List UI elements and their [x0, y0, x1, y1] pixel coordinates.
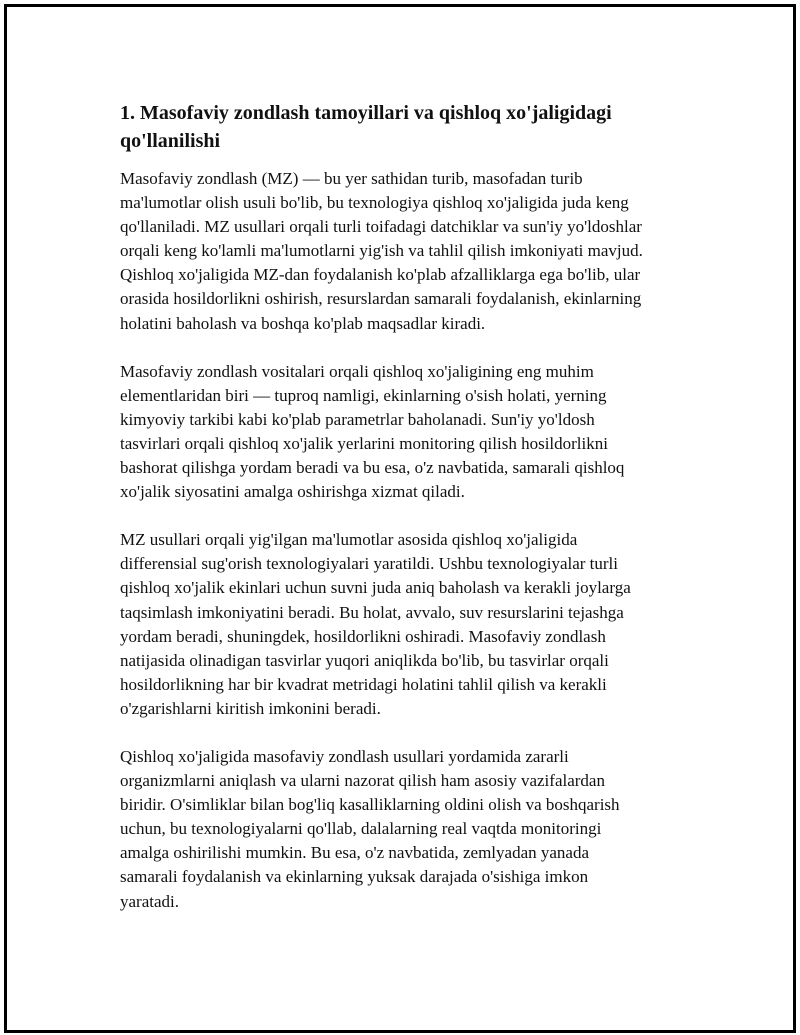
- text-line: orqali keng ko'lamli ma'lumotlarni yig'ish va tahlil qilish imkoniyati mavjud.: [120, 241, 643, 261]
- text-line: Masofaviy zondlash vositalari orqali qishloq xo'jaligining eng muhim: [120, 361, 594, 381]
- text-line: qo'llaniladi. MZ usullari orqali turli toifadagi datchiklar va sun'iy yo'ldoshlar: [120, 217, 642, 237]
- paragraph-2: [120, 360, 690, 505]
- section-heading: [120, 99, 690, 155]
- text-line: Qishloq xo'jaligida masofaviy zondlash usullari yordamida zararli: [120, 746, 569, 766]
- text-line: differensial sug'orish texnologiyalari yaratildi. Ushbu texnologiyalar turli: [120, 554, 618, 574]
- heading-line: 1. Masofaviy zondlash tamoyillari va qishloq xo'jaligidagi: [120, 102, 612, 124]
- text-line: bashorat qilishga yordam beradi va bu esa, o'z navbatida, samarali qishloq: [120, 458, 625, 478]
- text-line: natijasida olinadigan tasvirlar yuqori aniqlikda bo'lib, bu tasvirlar orqali: [120, 650, 609, 670]
- document-body: [120, 99, 690, 938]
- text-line: yordam beradi, shuningdek, hosildorlikni oshiradi. Masofaviy zondlash: [120, 626, 606, 646]
- text-line: amalga oshirilishi mumkin. Bu esa, o'z navbatida, zemlyadan yanada: [120, 843, 590, 863]
- text-line: orasida hosildorlikni oshirish, resurslardan samarali foydalanish, ekinlarning: [120, 289, 642, 309]
- text-line: kimyoviy tarkibi kabi ko'plab parametrlar baholanadi. Sun'iy yo'ldosh: [120, 409, 595, 429]
- text-line: organizmlarni aniqlash va ularni nazorat qilish ham asosiy vazifalardan: [120, 771, 605, 791]
- text-line: biridir. O'simliklar bilan bog'liq kasalliklarning oldini olish va boshqarish: [120, 795, 620, 815]
- page-frame: [4, 4, 796, 1033]
- text-line: yaratadi.: [120, 891, 179, 911]
- text-line: samarali foydalanish va ekinlarning yuksak darajada o'sishiga imkon: [120, 867, 589, 887]
- text-line: tasvirlari orqali qishloq xo'jalik yerlarini monitoring qilish hosildorlikni: [120, 433, 608, 453]
- heading-line: qo'llanilishi: [120, 130, 221, 152]
- text-line: qishloq xo'jalik ekinlari uchun suvni juda aniq baholash va kerakli joylarga: [120, 578, 631, 598]
- text-line: xo'jalik siyosatini amalga oshirishga xizmat qiladi.: [120, 482, 465, 502]
- paragraph-4: [120, 745, 690, 914]
- text-line: o'zgarishlarni kiritish imkonini beradi.: [120, 698, 381, 718]
- text-line: uchun, bu texnologiyalarni qo'llab, dalalarning real vaqtda monitoringi: [120, 819, 602, 839]
- text-line: ma'lumotlar olish usuli bo'lib, bu texnologiya qishloq xo'jaligida juda keng: [120, 193, 629, 213]
- text-line: Qishloq xo'jaligida MZ-dan foydalanish ko'plab afzalliklarga ega bo'lib, ular: [120, 265, 641, 285]
- text-line: Masofaviy zondlash (MZ) — bu yer sathidan turib, masofadan turib: [120, 169, 583, 188]
- text-line: hosildorlikning har bir kvadrat metridagi holatini tahlil qilish va kerakli: [120, 674, 607, 694]
- text-line: MZ usullari orqali yig'ilgan ma'lumotlar asosida qishloq xo'jaligida: [120, 530, 578, 550]
- paragraph-3: [120, 528, 690, 721]
- text-line: elementlaridan biri — tuproq namligi, ekinlarning o'sish holati, yerning: [120, 385, 607, 405]
- text-line: holatini baholash va boshqa ko'plab maqsadlar kiradi.: [120, 313, 486, 333]
- text-line: taqsimlash imkoniyatini beradi. Bu holat, avvalo, suv resurslarini tejashga: [120, 602, 624, 622]
- paragraph-1: [120, 167, 690, 336]
